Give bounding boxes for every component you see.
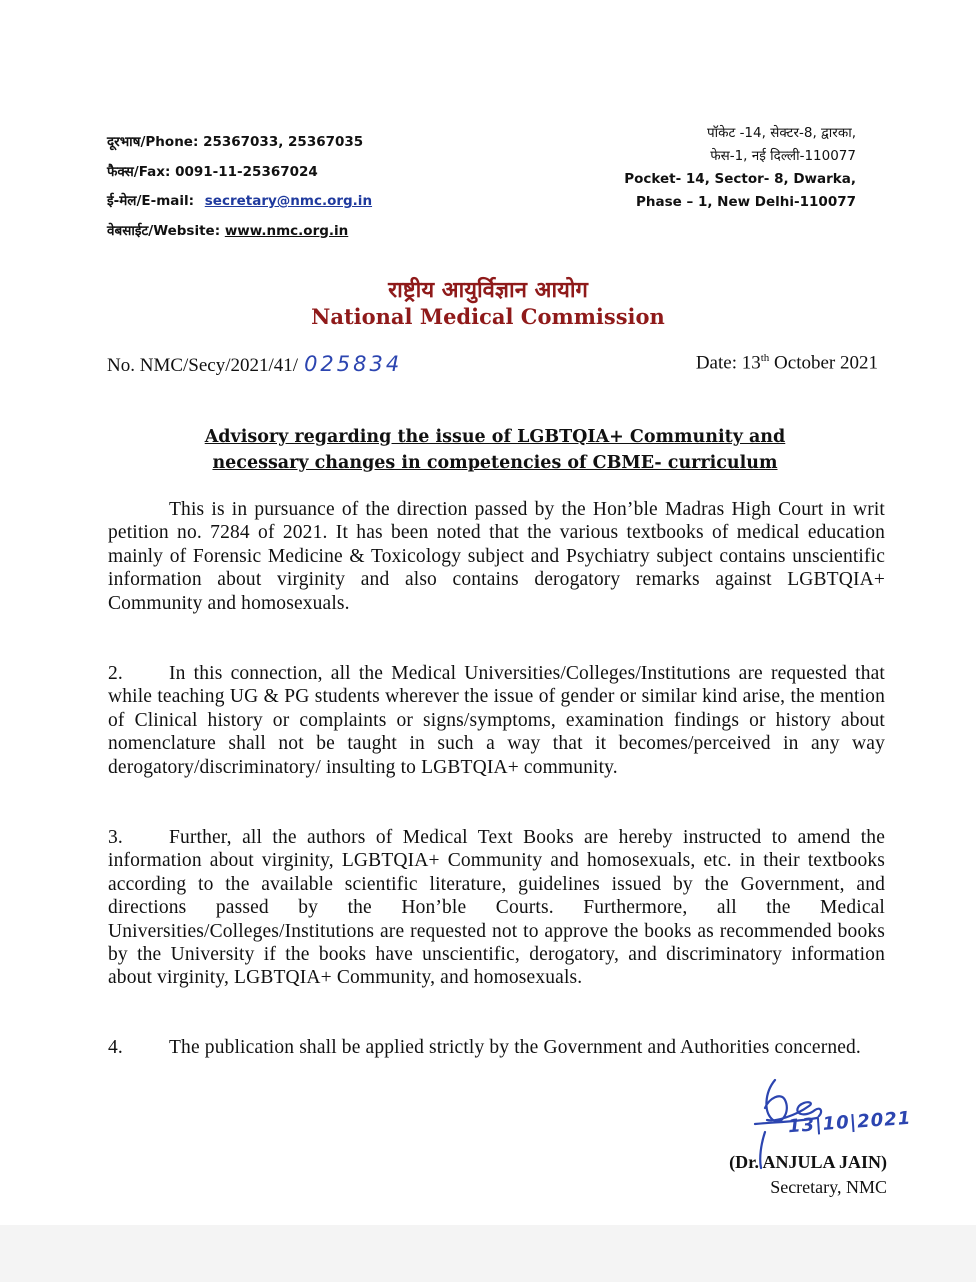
paragraph-3	[108, 826, 885, 990]
address-block	[624, 122, 856, 214]
organization-name-english: National Medical Commission	[311, 304, 665, 329]
fax-line	[107, 158, 372, 188]
subject-line-1: Advisory regarding the issue of LGBTQIA+ Community and	[204, 427, 786, 447]
reference-number	[107, 352, 402, 377]
paragraph-4-text: The publication shall be applied strictly by the Government and Authorities concerned.	[169, 1037, 861, 1058]
contact-block	[107, 128, 372, 246]
organization-name-hindi: राष्ट्रीय आयुर्विज्ञान आयोग	[388, 277, 588, 303]
paragraph-1: This is in pursuance of the direction passed by the Hon’ble Madras High Court in writ petition no. 7284 of 2021. It has been noted that the various textbooks of medical education mainly of Forensic Medicine & Toxicology subject and Psychiatry subject contains unscientific information about virginity and also contains derogatory remarks against LGBTQIA+ Community and homosexuals.	[108, 499, 885, 614]
reference-handwritten-number: 025834	[304, 352, 403, 376]
fax-label: फैक्स/Fax:	[107, 163, 171, 180]
date-rest: October 2021	[769, 352, 878, 374]
address-line-hindi-1: पॉकेट -14, सेक्टर-8, द्वारका,	[706, 125, 856, 141]
phone-label: दूरभाष/Phone:	[107, 134, 199, 150]
page-bottom-margin	[0, 1225, 976, 1282]
email-line	[107, 187, 372, 217]
subject-line-2: necessary changes in competencies of CBME- curriculum	[212, 453, 778, 473]
email-link[interactable]: secretary@nmc.org.in	[204, 193, 373, 209]
paragraph-2	[108, 662, 885, 779]
signatory-name: (Dr. ANJULA JAIN)	[729, 1152, 887, 1172]
address-line-english-2: Phase – 1, New Delhi-110077	[636, 194, 856, 210]
paragraph-3-number: 3.	[108, 827, 123, 848]
letter-date	[696, 352, 878, 374]
date-suffix: th	[760, 352, 770, 364]
address-line-english-1: Pocket- 14, Sector- 8, Dwarka,	[624, 171, 856, 187]
signature-date: 13|10|2021	[787, 1107, 912, 1138]
paragraph-3-text: Further, all the authors of Medical Text Books are hereby instructed to amend the information about virginity, LGBTQIA+ Community and homosexuals, etc. in their textbooks according to the available scientific literature, guidelines issued by the Government, and directions passed by the Hon’ble Courts. Furthermore, all the Medical Universities/Colleges/Institutions are requested not to approve the books as recommended books by the University if the books have unscientific, derogatory, and discriminatory information about virginity, LGBTQIA+ Community, and homosexuals.	[108, 827, 885, 989]
website-line	[107, 217, 372, 247]
website-label: वेबसाईट/Website:	[107, 222, 221, 239]
paragraph-4	[108, 1036, 885, 1059]
date-label: Date: 13	[695, 352, 761, 374]
address-line-hindi-2: फेस-1, नई दिल्ली-110077	[710, 148, 856, 164]
paragraph-2-text: In this connection, all the Medical Universities/Colleges/Institutions are requested that while teaching UG & PG students wherever the issue of gender or similar kind arise, the mention of Clinical history or complaints or signs/symptoms, examination findings or history about nomenclature shall not be taught in such a way that it becomes/perceived in any way derogatory/discriminatory/ insulting to LGBTQIA+ community.	[108, 663, 885, 778]
signatory-title: Secretary, NMC	[770, 1177, 887, 1197]
paragraph-2-number: 2.	[108, 663, 123, 684]
email-label: ई-मेल/E-mail:	[107, 193, 195, 209]
paragraph-4-number: 4.	[108, 1037, 123, 1058]
website-link[interactable]: www.nmc.org.in	[224, 222, 349, 239]
reference-prefix: No. NMC/Secy/2021/41/	[107, 355, 299, 376]
subject-heading	[100, 424, 890, 476]
phone-line	[107, 128, 372, 158]
phone-value: 25367033, 25367035	[203, 134, 364, 150]
fax-value: 0091-11-25367024	[175, 163, 318, 180]
